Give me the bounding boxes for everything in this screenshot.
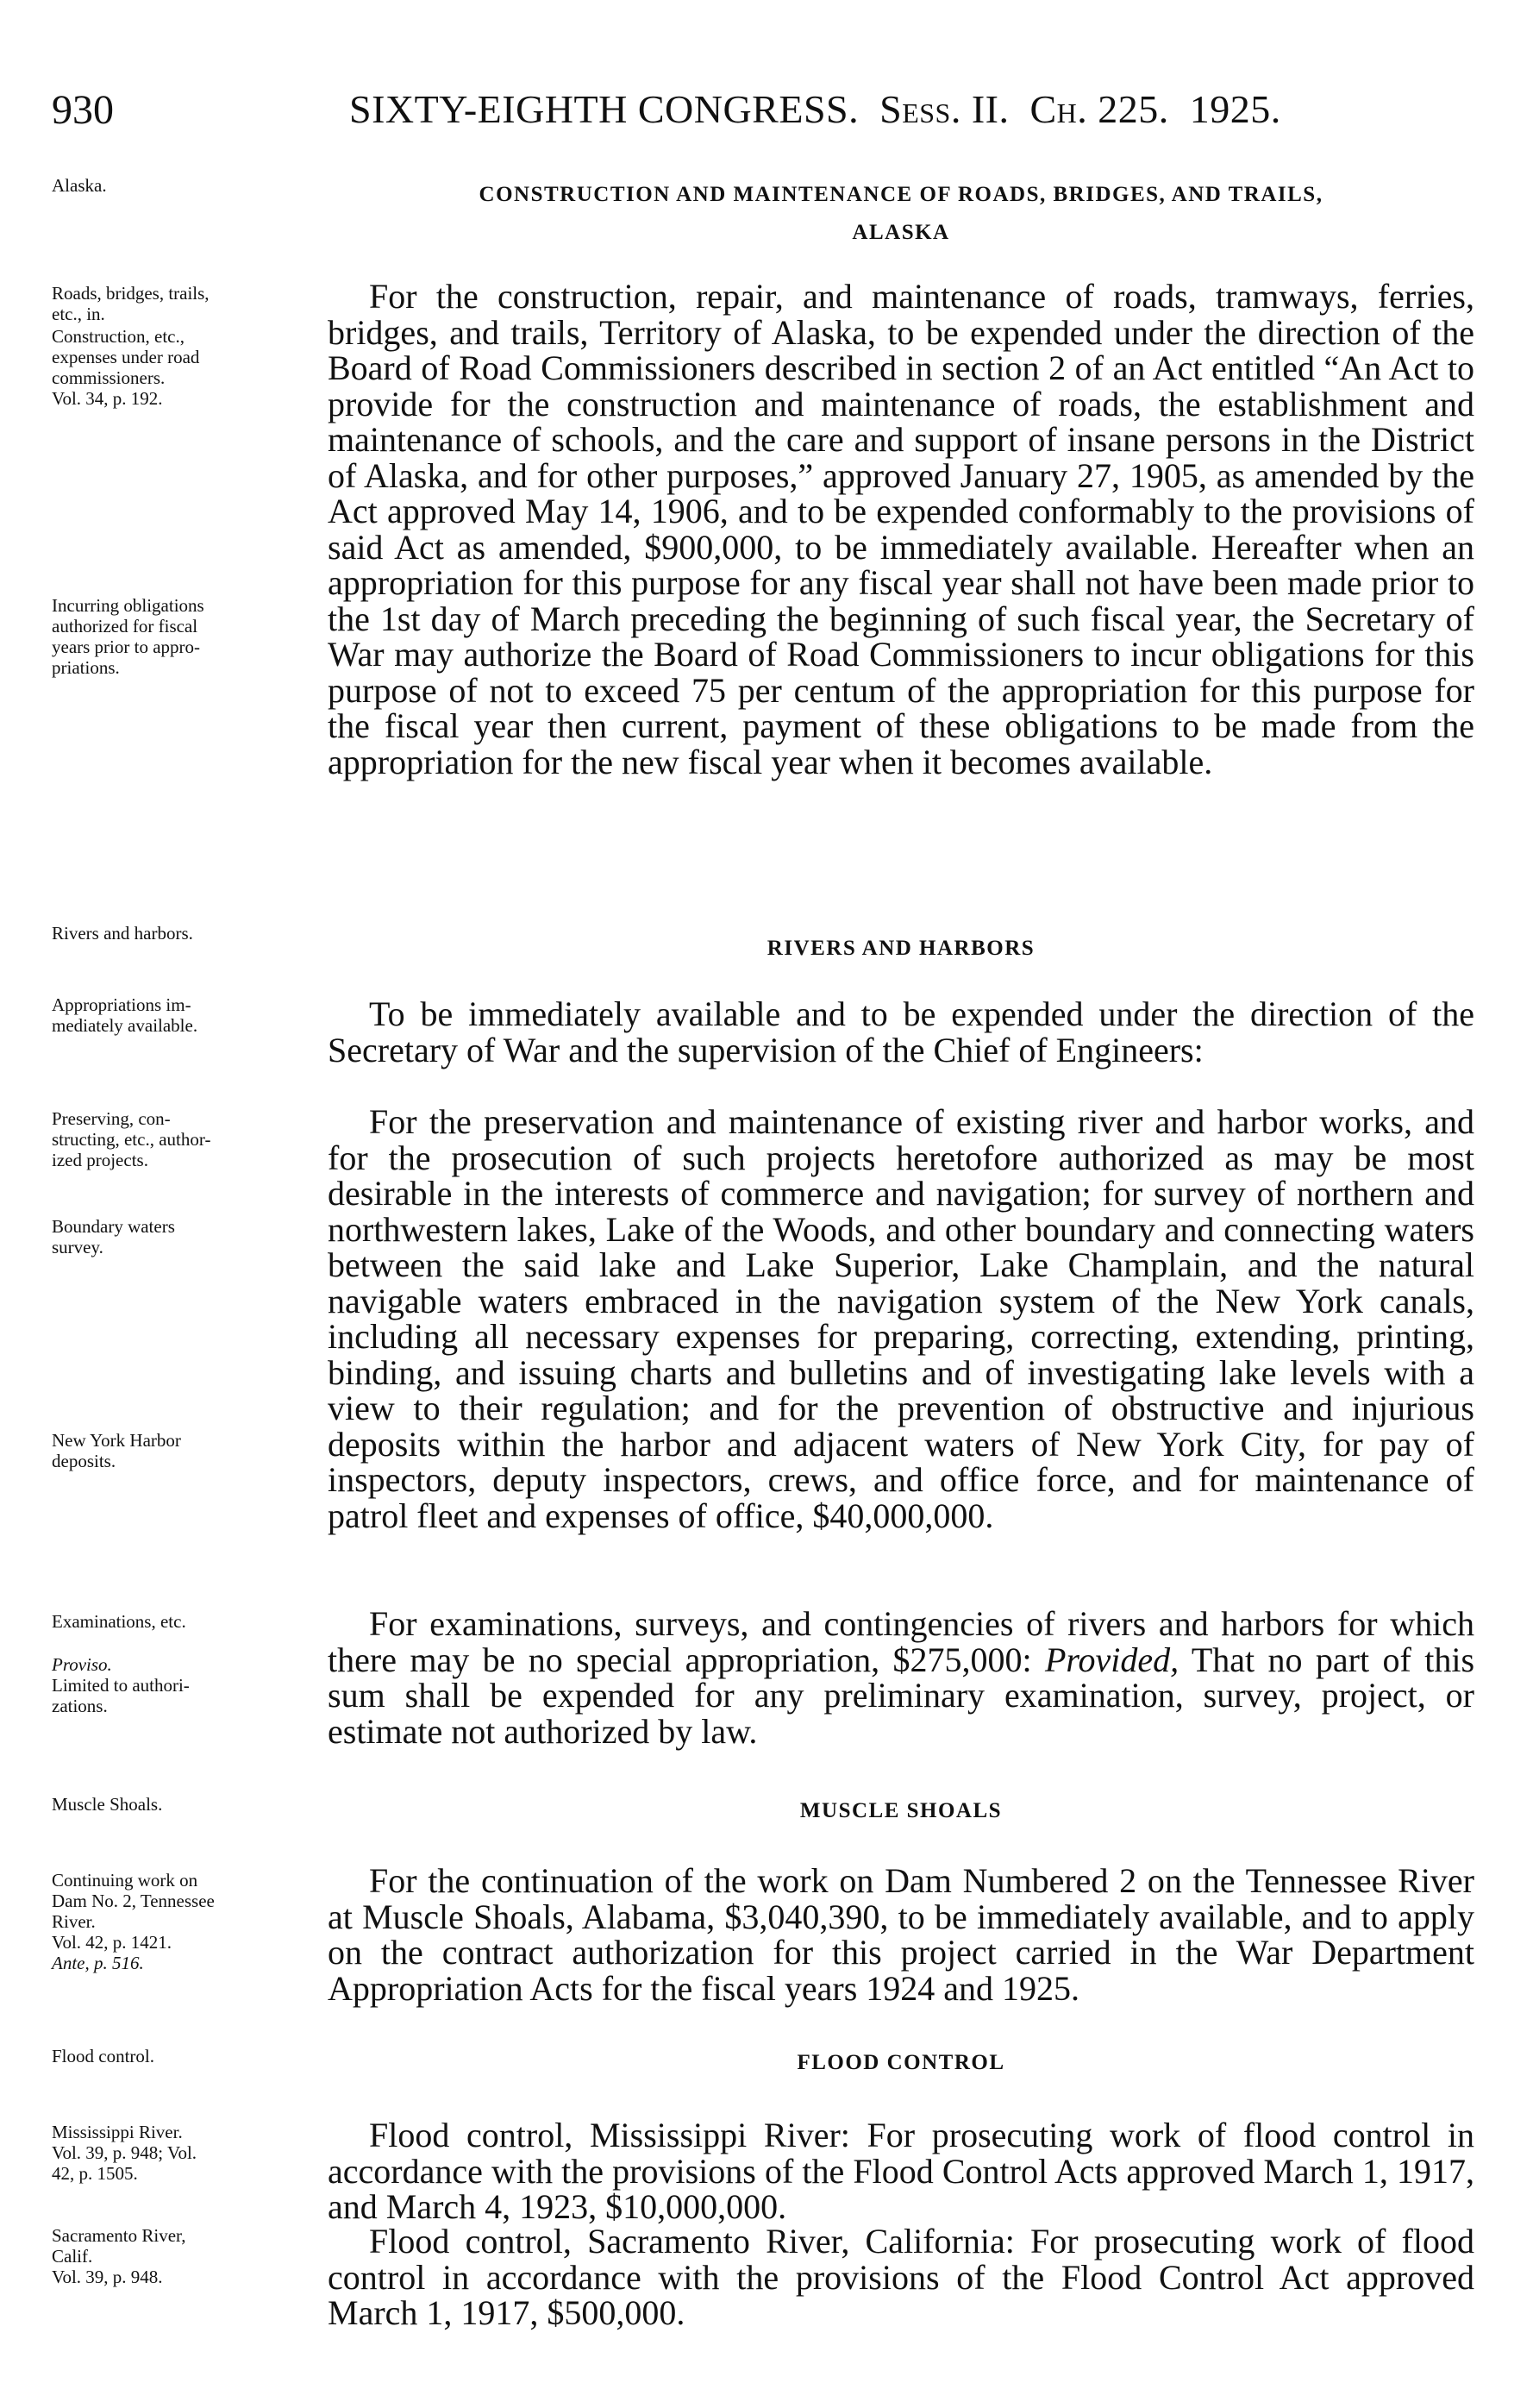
margin-note-flood-control: Flood control. — [52, 2046, 154, 2066]
session-label: Sess. II. — [879, 87, 1010, 131]
margin-note-construction: Construction, etc., expenses under road commissioners. Vol. 34, p. 192. — [52, 326, 200, 409]
heading-flood-control: FLOOD CONTROL — [797, 2051, 1005, 2074]
paragraph-roads: For the construction, repair, and maintenance of roads, tramways, ferries, bridges, and trails, Territory of Alaska, to be expended under the direction of the Board of Road Commissioners described in section 2 of an Act entitled “An Act to provide for the construction and maintenance of roads, the establishment and maintenance of schools, and the care and support of insane persons in the District of Alaska, and for other purposes,” approved January 27, 1905, as amended by the Act approved May 14, 1906, and to be expended conformably to the provisions of said Act as amended, $900,000, to be immediately available. Hereafter when an appropriation for this purpose for any fiscal year shall not have been made prior to the 1st day of March preceding the beginning of such fiscal year, the Secretary of War may authorize the Board of Road Commissioners to incur obligations for this purpose of not to exceed 75 per centum of the appropriation for this purpose for the fiscal year then current, payment of these obligations to be made from the appropriation for the new fiscal year when it becomes available. — [328, 277, 1474, 781]
margin-note-incurring: Incurring obligations authorized for fiscal years prior to appro- priations. — [52, 595, 204, 678]
margin-note-roads: Roads, bridges, trails, etc., in. — [52, 283, 210, 324]
paragraph-mississippi: Flood control, Mississippi River: For prosecuting work of flood control in accordance with the provisions of the Flood Control Acts approved March 1, 1917, and March 4, 1923, $10,000,000. — [328, 2116, 1474, 2226]
page-number: 930 — [52, 87, 114, 133]
margin-note-examinations: Examinations, etc. — [52, 1611, 186, 1632]
margin-note-rivers: Rivers and harbors. — [52, 923, 193, 944]
paragraph-examinations: For examinations, surveys, and contingencies of rivers and harbors for which there may be no special appropriation, $275,000: Provided, That no part of this sum shall be expended for any preliminary examination, survey, project, or estimate not authorized by law. — [328, 1604, 1475, 1751]
heading-roads-alaska — [328, 176, 1474, 252]
margin-note-appropriations: Appropriations im- mediately available. — [52, 994, 198, 1036]
margin-note-boundary: Boundary waters survey. — [52, 1216, 175, 1257]
margin-note-muscle-shoals: Muscle Shoals. — [52, 1794, 163, 1815]
margin-note-alaska: Alaska. — [52, 175, 107, 196]
heading-rivers-harbors: RIVERS AND HARBORS — [766, 937, 1036, 960]
congress-title: SIXTY-EIGHTH CONGRESS. — [349, 87, 860, 131]
margin-note-dam: Continuing work on Dam No. 2, Tennessee River. Vol. 42, p. 1421. Ante, p. 516. — [52, 1870, 215, 1973]
paragraph-rivers-intro: To be immediately available and to be expended under the direction of the Secretary of War and the supervision of the Chief of Engineers: — [328, 994, 1474, 1069]
margin-note-mississippi: Mississippi River. Vol. 39, p. 948; Vol. 42, p. 1505. — [52, 2122, 197, 2184]
running-title — [349, 86, 1281, 132]
paragraph-sacramento: Flood control, Sacramento River, California: For prosecuting work of flood control in accordance with the provisions of the Flood Control Act approved March 1, 1917, $500,000. — [328, 2222, 1474, 2332]
paragraph-muscle-shoals: For the continuation of the work on Dam Numbered 2 on the Tennessee River at Muscle Shoals, Alabama, $3,040,390, to be immediately available, and to apply on the contract authorization for this project carried in the War Department Appropriation Acts for the fiscal years 1924 and 1925. — [328, 1861, 1474, 2008]
chapter-label: Ch. 225. — [1029, 87, 1169, 131]
margin-note-sacramento: Sacramento River, Calif. Vol. 39, p. 948. — [52, 2225, 186, 2287]
year-label: 1925. — [1189, 87, 1281, 131]
heading-roads-line-1: CONSTRUCTION AND MAINTENANCE OF ROADS, BRIDGES, AND TRAILS, — [479, 183, 1323, 206]
heading-muscle-shoals: MUSCLE SHOALS — [799, 1799, 1003, 1822]
margin-note-preserving: Preserving, con- structing, etc., author- ized projects. — [52, 1108, 211, 1170]
provided-clause: Provided, — [1045, 1640, 1179, 1679]
margin-note-proviso: Proviso. Limited to authori- zations. — [52, 1654, 190, 1716]
paragraph-rivers-main: For the preservation and maintenance of existing river and harbor works, and for the prosecution of such projects heretofore authorized as may be most desirable in the interests of commerce and navigation; for survey of northern and northwestern lakes, Lake of the Woods, and other boundary and connecting waters between the said lake and Lake Superior, Lake Champlain, and the natural navigable waters embraced in the navigation system of the New York canals, including all necessary expenses for preparing, correcting, extending, printing, binding, and issuing charts and bulletins and of investigating lake levels with a view to their regulation; and for the prevention of obstructive and injurious deposits within the harbor and adjacent waters of New York City, for pay of inspectors, deputy inspectors, crews, and office force, and for maintenance of patrol fleet and expenses of office, $40,000,000. — [328, 1102, 1474, 1535]
running-header — [52, 86, 1483, 138]
heading-roads-line-2: ALASKA — [852, 221, 950, 244]
margin-note-ny-harbor: New York Harbor deposits. — [52, 1430, 181, 1471]
